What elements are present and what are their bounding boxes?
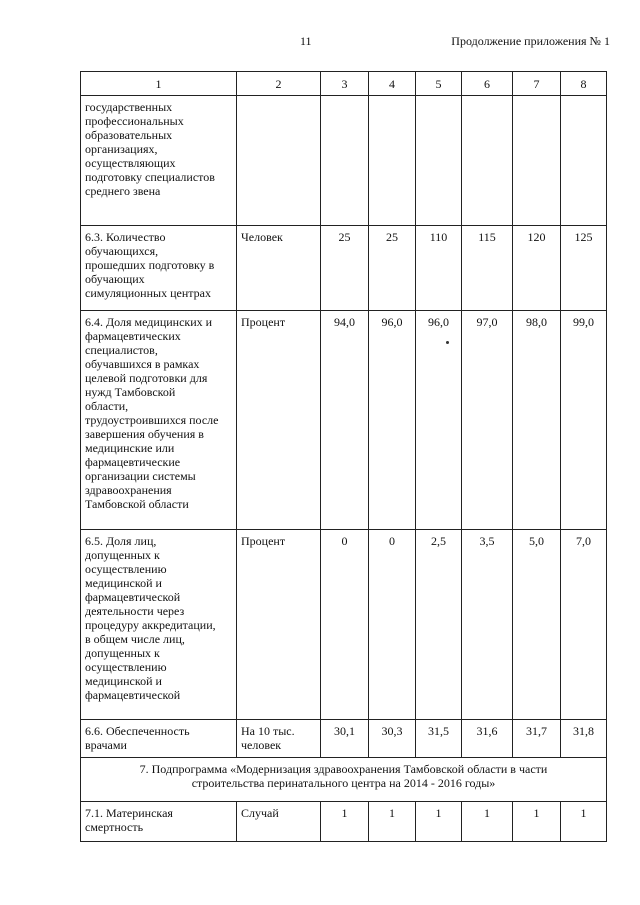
- value-cell: 31,8: [561, 720, 607, 758]
- value-cell: [369, 96, 416, 226]
- indicator-text: 6.6. Обеспеченность врачами: [85, 724, 190, 752]
- value-cell: 110: [416, 226, 462, 311]
- indicator-cell: [81, 720, 237, 758]
- scan-speck: [446, 341, 449, 344]
- indicator-cell: [81, 96, 237, 226]
- value-cell: 30,1: [321, 720, 369, 758]
- unit-text: Человек: [241, 230, 283, 244]
- value-cell: 0: [321, 530, 369, 720]
- value-cell: 98,0: [513, 311, 561, 530]
- indicator-text: 6.3. Количество обучающихся, прошедших подготовку в обучающих симуляционных центрах: [85, 230, 215, 300]
- value-cell: 1: [321, 802, 369, 842]
- value-cell: 94,0: [321, 311, 369, 530]
- value-cell: [462, 96, 513, 226]
- indicator-cell: [81, 226, 237, 311]
- value-cell: 1: [513, 802, 561, 842]
- indicator-cell: [81, 311, 237, 530]
- unit-cell: [237, 96, 321, 226]
- column-header: 8: [561, 72, 607, 96]
- indicators-table: [80, 71, 607, 842]
- value-cell: [416, 311, 462, 530]
- indicator-cell: [81, 802, 237, 842]
- value-cell: 25: [321, 226, 369, 311]
- column-header: 4: [369, 72, 416, 96]
- unit-cell: [237, 802, 321, 842]
- table-row: [81, 530, 607, 720]
- value-cell: 99,0: [561, 311, 607, 530]
- indicator-text: государственных профессиональных образовательных организациях, осуществляющих подготовку специалистов среднего звена: [85, 100, 215, 198]
- value-text: 96,0: [428, 315, 449, 329]
- section-cell: [81, 758, 607, 802]
- unit-text: Процент: [241, 534, 286, 548]
- table-row: [81, 96, 607, 226]
- unit-cell: [237, 226, 321, 311]
- value-cell: 96,0: [369, 311, 416, 530]
- value-cell: 125: [561, 226, 607, 311]
- value-cell: [416, 96, 462, 226]
- indicator-text: 6.4. Доля медицинских и фармацевтических специалистов, обучавшихся в рамках целевой подготовки для нужд Тамбовской области, трудоустроившихся после завершения обучения в медицинские или фармацевтические организации системы здравоохранения Тамбовской области: [85, 315, 219, 511]
- value-cell: 0: [369, 530, 416, 720]
- column-header: 1: [81, 72, 237, 96]
- indicator-text: 7.1. Материнская смертность: [85, 806, 173, 834]
- section-row: [81, 758, 607, 802]
- unit-cell: [237, 720, 321, 758]
- continuation-label: Продолжение приложения № 1: [451, 34, 610, 48]
- value-cell: 97,0: [462, 311, 513, 530]
- table-row: [81, 311, 607, 530]
- value-cell: 3,5: [462, 530, 513, 720]
- value-cell: 1: [369, 802, 416, 842]
- column-header: 3: [321, 72, 369, 96]
- value-cell: 115: [462, 226, 513, 311]
- indicator-text: 6.5. Доля лиц, допущенных к осуществлению медицинской и фармацевтической деятельности через процедуру аккредитации, в общем числе лиц, допущенных к осуществлению медицинской и фармацевтической: [85, 534, 216, 702]
- value-cell: 2,5: [416, 530, 462, 720]
- unit-text: На 10 тыс. человек: [241, 724, 295, 752]
- column-header: 5: [416, 72, 462, 96]
- unit-cell: [237, 530, 321, 720]
- value-cell: 30,3: [369, 720, 416, 758]
- table-row: [81, 720, 607, 758]
- unit-cell: [237, 311, 321, 530]
- value-cell: 31,6: [462, 720, 513, 758]
- value-cell: 1: [561, 802, 607, 842]
- value-cell: 25: [369, 226, 416, 311]
- value-cell: 1: [462, 802, 513, 842]
- column-header: 7: [513, 72, 561, 96]
- table-row: [81, 226, 607, 311]
- unit-text: Случай: [241, 806, 279, 820]
- value-cell: [513, 96, 561, 226]
- value-cell: 31,7: [513, 720, 561, 758]
- value-cell: 31,5: [416, 720, 462, 758]
- table-row: [81, 802, 607, 842]
- page-number: 11: [300, 34, 312, 48]
- unit-text: Процент: [241, 315, 286, 329]
- section-title: 7. Подпрограмма «Модернизация здравоохранения Тамбовской области в части строительства перинатального центра на 2014 - 2016 годы»: [139, 762, 548, 790]
- column-header: 2: [237, 72, 321, 96]
- value-cell: [321, 96, 369, 226]
- indicator-cell: [81, 530, 237, 720]
- value-cell: 120: [513, 226, 561, 311]
- column-header-row: [81, 72, 607, 96]
- value-cell: 7,0: [561, 530, 607, 720]
- value-cell: 1: [416, 802, 462, 842]
- value-cell: [561, 96, 607, 226]
- value-cell: 5,0: [513, 530, 561, 720]
- column-header: 6: [462, 72, 513, 96]
